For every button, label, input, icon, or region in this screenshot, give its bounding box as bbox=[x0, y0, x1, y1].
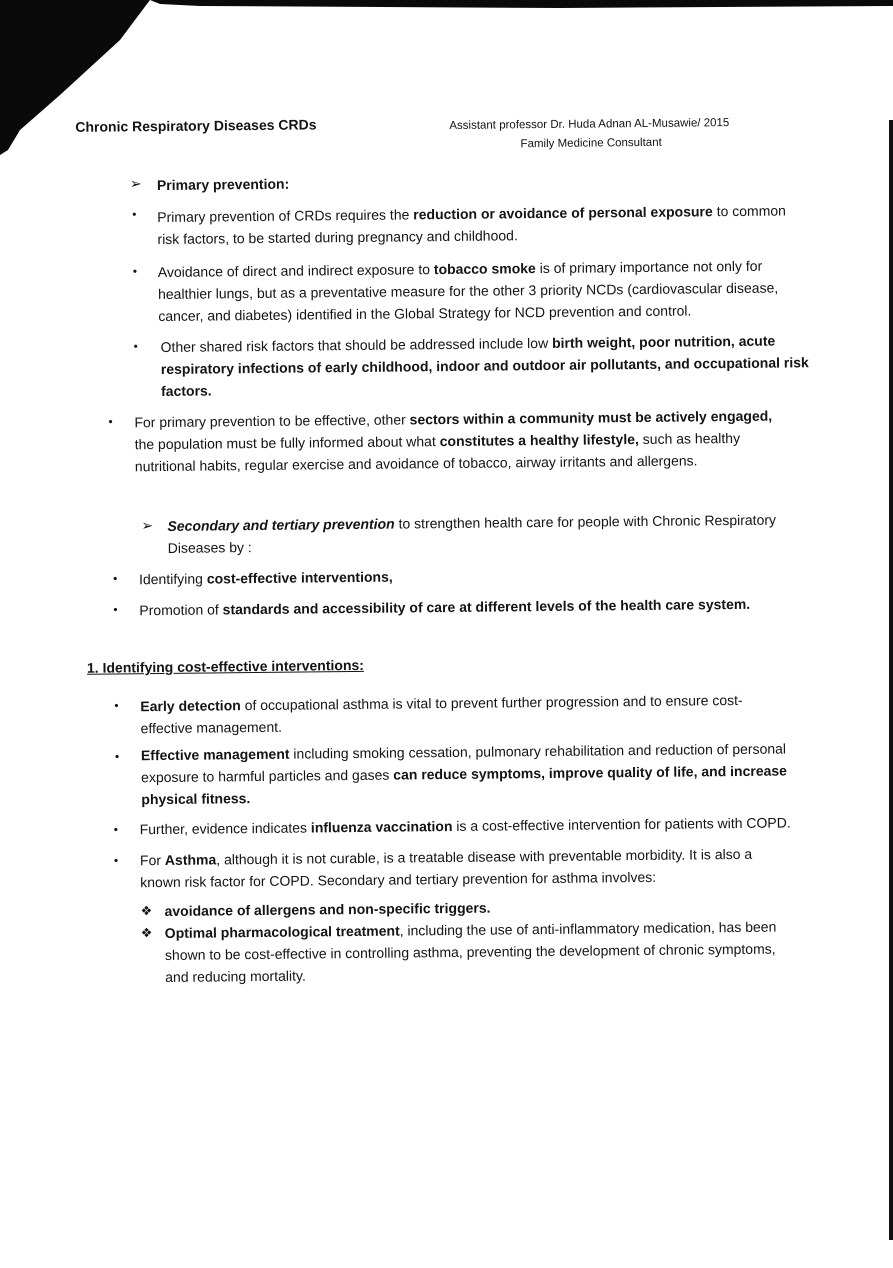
bullet-icon: • bbox=[132, 264, 138, 279]
primary-bullet-1: Primary prevention of CRDs requires the reduction or avoidance of personal exposure to common risk factors, to be started during pregnancy and childhood. bbox=[157, 202, 786, 248]
arrow-bullet-icon: ➢ bbox=[129, 175, 142, 192]
section-1-bullet-4: For Asthma, although it is not curable, is a treatable disease with preventable morbidity. It is also a known risk factor for COPD. Secondary and tertiary prevention for asthma involves: bbox=[139, 845, 753, 891]
author-role: Family Medicine Consultant bbox=[520, 136, 662, 151]
bullet-icon: • bbox=[108, 414, 113, 429]
bullet-icon: • bbox=[113, 822, 118, 837]
bullet-icon: • bbox=[133, 339, 138, 354]
primary-prevention-heading: Primary prevention: bbox=[156, 175, 290, 194]
scan-corner-shadow bbox=[0, 0, 893, 160]
arrow-bullet-icon: ➢ bbox=[141, 517, 154, 534]
diamond-bullet-icon: ❖ bbox=[140, 925, 153, 941]
bullet-icon: • bbox=[112, 571, 118, 586]
section-1-bullet-2: Effective management including smoking cessation, pulmonary rehabilitation and reduction of personal exposure to harmful particles and gases can reduce symptoms, improve quality of life, and increase physical fitness. bbox=[140, 740, 787, 808]
asthma-sub-bullet-1: avoidance of allergens and non-specific triggers. bbox=[164, 899, 491, 920]
bullet-icon: • bbox=[113, 602, 118, 617]
section-1-title: 1. Identifying cost-effective interventions: bbox=[86, 656, 364, 676]
bullet-icon: • bbox=[132, 207, 137, 222]
secondary-prevention-heading: Secondary and tertiary prevention to strengthen health care for people with Chronic Respiratory Diseases by : bbox=[167, 511, 777, 556]
bullet-icon: • bbox=[113, 853, 119, 868]
section-1-bullet-1: Early detection of occupational asthma is vital to prevent further progression and to ensure cost- effective management. bbox=[140, 691, 743, 737]
bullet-icon: • bbox=[114, 749, 120, 764]
document-title: Chronic Respiratory Diseases CRDs bbox=[75, 116, 317, 135]
asthma-sub-bullet-2: Optimal pharmacological treatment, including the use of anti-inflammatory medication, has been shown to be cost-effective in controlling asthma, preventing the development of chronic symptoms, and reducing mortality. bbox=[164, 918, 777, 985]
primary-bullet-4: For primary prevention to be effective, other sectors within a community must be actively engaged, the population must be fully informed about what constitutes a healthy lifestyle, such as healthy nutritional habits, regular exercise and avoidance of tobacco, airway irritants and allergens. bbox=[134, 407, 773, 475]
secondary-bullet-1: Identifying cost-effective interventions, bbox=[138, 568, 393, 588]
diamond-bullet-icon: ❖ bbox=[140, 903, 153, 919]
section-1-bullet-3: Further, evidence indicates influenza vaccination is a cost-effective intervention for patients with COPD. bbox=[139, 814, 791, 838]
secondary-bullet-2: Promotion of standards and accessibility of care at different levels of the health care system. bbox=[139, 595, 751, 619]
primary-bullet-2: Avoidance of direct and indirect exposure to tobacco smoke is of primary importance not only for healthier lungs, but as a preventative measure for the other 3 priority NCDs (cardiovascular disease, cancer, and diabetes) identified in the Global Strategy for NCD prevention and control. bbox=[157, 257, 779, 325]
primary-bullet-3: Other shared risk factors that should be addressed include low birth weight, poor nutrition, acute respiratory infections of early childhood, indoor and outdoor air pollutants, and occupational risk factors. bbox=[160, 332, 809, 400]
author-name: Assistant professor Dr. Huda Adnan AL-Musawie/ 2015 bbox=[449, 117, 730, 132]
bullet-icon: • bbox=[114, 698, 119, 713]
